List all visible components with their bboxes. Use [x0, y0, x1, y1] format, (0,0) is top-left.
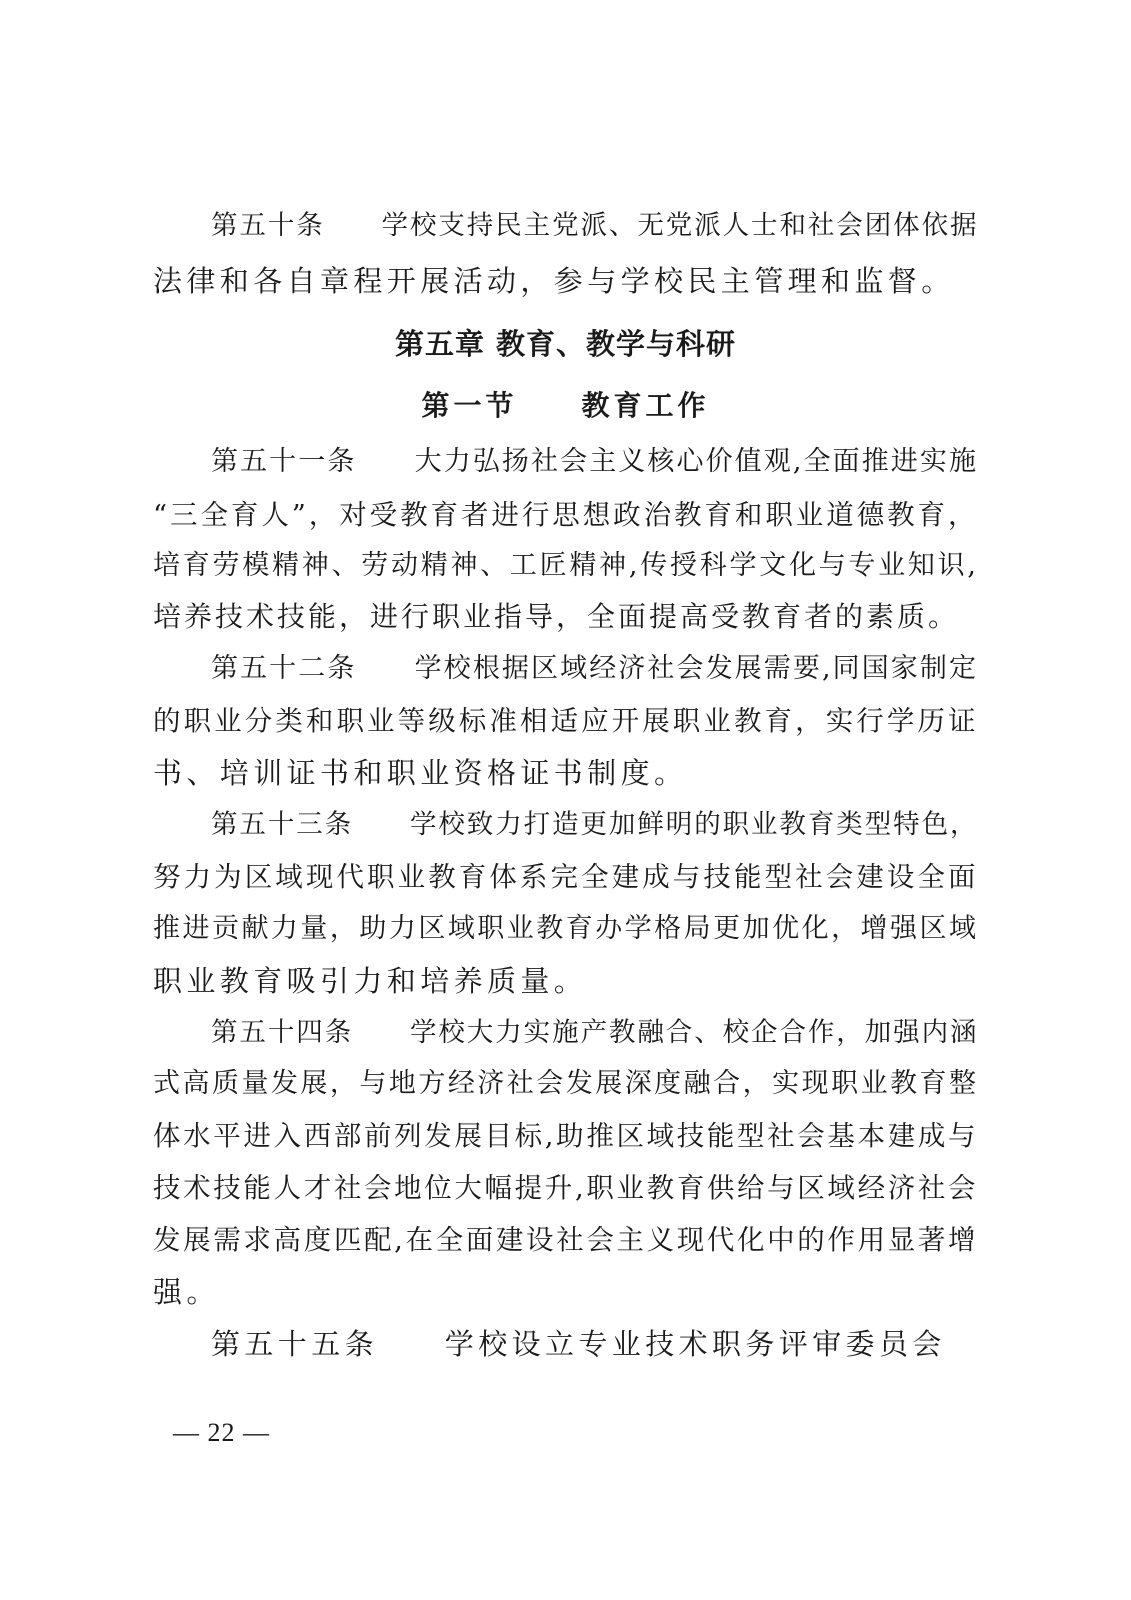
article-54-line-2: 式高质量发展，与地方经济社会发展深度融合，实现职业教育整	[153, 1068, 978, 1099]
article-50-line-2: 法律和各自章程开展活动，参与学校民主管理和监督。	[153, 264, 955, 298]
article-51-line-4: 培养技术技能，进行职业指导，全面提高受教育者的素质。	[153, 600, 960, 633]
article-53-line-2: 努力为区域现代职业教育体系完全建成与技能型社会建设全面	[153, 861, 978, 893]
article-53-line-3: 推进贡献力量，助力区域职业教育办学格局更加优化，增强区域	[153, 913, 978, 944]
article-51-line-2: “三全育人”，对受教育者进行思想政治教育和职业道德教育，	[153, 499, 978, 531]
article-54-line-6: 强。	[153, 1275, 220, 1309]
chapter-title: 第五章 教育、教学与科研	[394, 327, 737, 361]
article-53-line-4: 职业教育吸引力和培养质量。	[153, 964, 588, 998]
article-55-line-1: 第五十五条 学校设立专业技术职务评审委员会	[211, 1327, 946, 1361]
section-title: 第一节 教育工作	[421, 389, 710, 422]
article-50-line-1: 第五十条 学校支持民主党派、无党派人士和社会团体依据	[211, 210, 978, 241]
article-52-line-1: 第五十二条 学校根据区域经济社会发展需要,同国家制定	[211, 653, 978, 684]
article-52-line-2: 的职业分类和职业等级标准相适应开展职业教育，实行学历证	[153, 705, 978, 737]
article-51-line-1: 第五十一条 大力弘扬社会主义核心价值观,全面推进实施	[211, 446, 978, 477]
article-54-line-4: 技术技能人才社会地位大幅提升,职业教育供给与区域经济社会	[153, 1172, 978, 1204]
article-53-line-1: 第五十三条 学校致力打造更加鲜明的职业教育类型特色，	[211, 809, 978, 840]
article-54-line-5: 发展需求高度匹配,在全面建设社会主义现代化中的作用显著增	[153, 1224, 978, 1256]
article-54-line-1: 第五十四条 学校大力实施产教融合、校企合作，加强内涵	[211, 1017, 978, 1048]
article-52-line-3: 书、培训证书和职业资格证书制度。	[153, 756, 688, 790]
article-54-line-3: 体水平进入西部前列发展目标,助推区域技能型社会基本建成与	[153, 1120, 978, 1152]
article-51-line-3: 培育劳模精神、劳动精神、工匠精神,传授科学文化与专业知识,	[153, 550, 978, 581]
page-number: — 22 —	[173, 1418, 270, 1447]
